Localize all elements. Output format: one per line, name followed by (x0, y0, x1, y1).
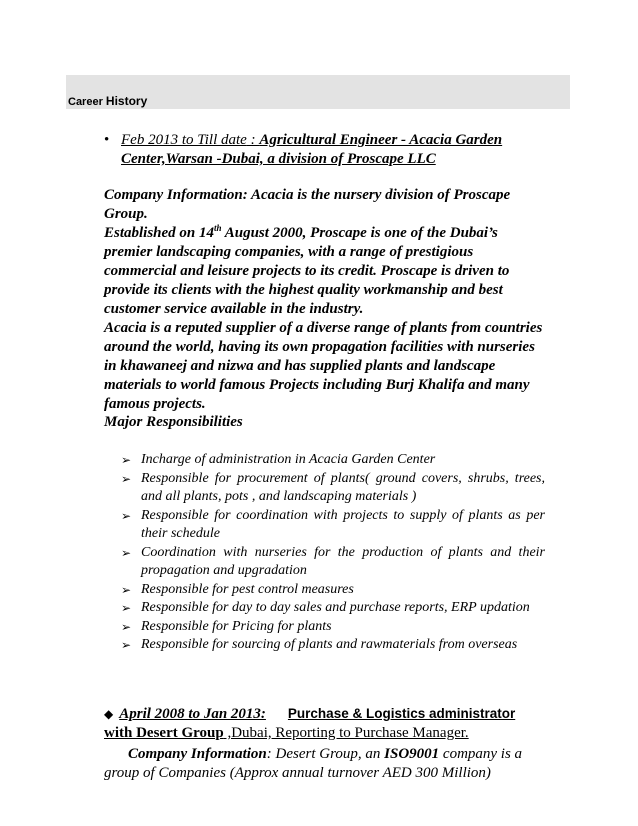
list-item (121, 599, 545, 618)
job-title: Agricultural Engineer - Acacia Garden Center,Warsan -Dubai, a division of Proscape LLC (121, 132, 503, 167)
list-item (121, 507, 545, 544)
heading-career: Career (68, 96, 103, 108)
company-intro: Company Information: Acacia is the nursery division of Proscape Group. (104, 187, 511, 222)
info-text-a: : Desert Group, an (266, 746, 385, 762)
item-text: Incharge of administration in Acacia Garden Center (141, 452, 436, 467)
desert-company-information (104, 745, 534, 783)
established-post: August 2000, Proscape is one of the Dubai’s premier landscaping companies, with a range of prestigious commercial and leisure projects to its credit. Proscape is driven to provide its clients with the highest quality workmanship and best customer service available in the industry. (104, 225, 510, 317)
info-label: Company Information (128, 746, 267, 762)
established-sup: th (214, 223, 222, 233)
list-item (121, 636, 545, 655)
heading-history: History (105, 94, 148, 108)
job-entry-desert-group (104, 704, 534, 743)
responsibilities-heading: Major Responsibilities (104, 414, 243, 430)
company-information (104, 186, 544, 414)
job-title: Purchase & Logistics administrator (287, 706, 516, 721)
arrow-bullet-icon: ➢ (121, 638, 132, 652)
job-date: Feb 2013 to Till date (121, 132, 247, 148)
list-item (121, 451, 545, 470)
list-item (121, 581, 545, 600)
job-employer: with Desert Group (104, 725, 224, 741)
arrow-bullet-icon: ➢ (121, 582, 132, 597)
item-text: Responsible for day to day sales and purchase reports, ERP updation (141, 600, 530, 615)
arrow-bullet-icon: ➢ (121, 471, 132, 486)
arrow-bullet-icon: ➢ (121, 453, 132, 467)
responsibilities-list (121, 451, 545, 655)
job-date: April 2008 to Jan 2013: (119, 706, 266, 722)
diamond-bullet-icon: ◆ (104, 707, 114, 721)
item-text: Responsible for coordination with projects to supply of plants as per their schedule (141, 507, 545, 541)
established-pre: Established on 14 (104, 225, 215, 241)
item-text: Coordination with nurseries for the production of plants and their propagation and upgradation (141, 544, 545, 578)
arrow-bullet-icon: ➢ (121, 601, 132, 615)
job-separator: : (246, 132, 260, 148)
company-acacia: Acacia is a reputed supplier of a diverse range of plants from countries around the world, having its own propagation facilities with nurseries in khawaneej and nizwa and has supplied plants and landscape materials to world famous Projects including Burj Khalifa and many famous projects. (104, 320, 543, 412)
company-established (104, 224, 544, 319)
list-item (121, 544, 545, 581)
job-entry-acacia (104, 131, 544, 169)
arrow-bullet-icon: ➢ (121, 545, 132, 560)
job-heading (121, 131, 544, 169)
list-item (121, 618, 545, 637)
item-text: Responsible for pest control measures (141, 581, 354, 597)
bullet-icon: • (104, 132, 110, 148)
item-text: Responsible for Pricing for plants (141, 618, 332, 634)
arrow-bullet-icon: ➢ (121, 508, 132, 523)
career-history-header (66, 75, 570, 109)
info-text-b: company is a group of Companies (Approx annual turnover AED 300 Million) (104, 746, 523, 781)
arrow-bullet-icon: ➢ (121, 619, 132, 634)
list-item (121, 470, 545, 507)
job-employer-detail: ,Dubai, Reporting to Purchase Manager. (223, 725, 469, 741)
iso-label: ISO9001 (384, 746, 440, 762)
item-text: Responsible for sourcing of plants and rawmaterials from overseas (141, 637, 518, 652)
section-heading (68, 94, 147, 108)
item-text: Responsible for procurement of plants( ground covers, shrubs, trees, and all plants, pots , and landscaping materials ) (141, 470, 545, 504)
